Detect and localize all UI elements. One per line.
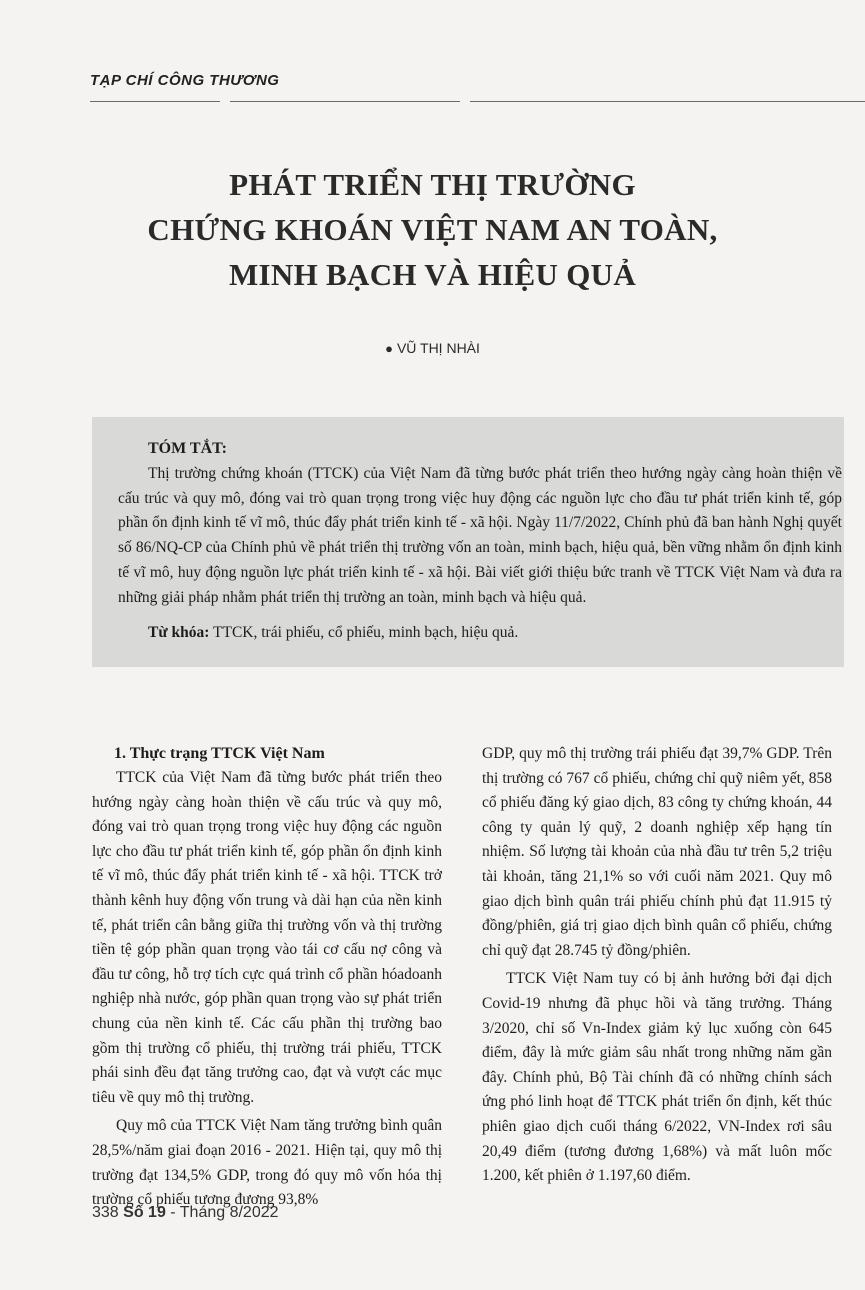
body-column-left: [92, 742, 442, 1217]
body-paragraph: GDP, quy mô thị trường trái phiếu đạt 39,7% GDP. Trên thị trường có 767 cổ phiếu, chứng chỉ quỹ niêm yết, 858 cổ phiếu đăng ký giao dịch, 83 công ty chứng khoán, 44 công ty quản lý quỹ, 2 doanh nghiệp xếp hạng tín nhiệm. Số lượng tài khoản của nhà đầu tư trên 5,2 triệu tài khoản, tăng 21,1% so với cuối năm 2021. Quy mô giao dịch bình quân trái phiếu chính phủ đạt 11.915 tỷ đồng/phiên, giá trị giao dịch bình quân cổ phiếu, chứng chỉ quỹ đạt 28.745 tỷ đồng/phiên.: [482, 745, 832, 959]
issue-date: - Tháng 8/2022: [165, 1204, 279, 1221]
abstract-text: Thị trường chứng khoán (TTCK) của Việt Nam đã từng bước phát triển theo hướng ngày càng hoàn thiện về cấu trúc và quy mô, đóng vai trò quan trọng trong việc huy động các nguồn lực cho đầu tư phát triển kinh tế, góp phần ổn định kinh tế vĩ mô, thúc đẩy phát triển kinh tế - xã hội. Ngày 11/7/2022, Chính phủ đã ban hành Nghị quyết số 86/NQ-CP của Chính phủ về phát triển thị trường vốn an toàn, minh bạch, hiệu quả, bền vững nhằm ổn định kinh tế vĩ mô, huy động nguồn lực phát triển kinh tế - xã hội. Bài viết giới thiệu bức tranh về TTCK Việt Nam và đưa ra những giải pháp nhằm phát triển thị trường an toàn, minh bạch và hiệu quả.: [118, 465, 842, 606]
header-rule-left: [90, 101, 220, 102]
header-rule-right: [470, 101, 865, 102]
section-heading: 1. Thực trạng TTCK Việt Nam: [114, 745, 325, 762]
title-line-2: CHỨNG KHOÁN VIỆT NAM AN TOÀN,: [147, 212, 718, 247]
title-line-3: MINH BẠCH VÀ HIỆU QUẢ: [228, 257, 637, 292]
title-line-1: PHÁT TRIỂN THỊ TRƯỜNG: [229, 167, 636, 202]
author-name: VŨ THỊ NHÀI: [396, 340, 480, 356]
body-column-right: [482, 742, 832, 1193]
body-paragraph: Quy mô của TTCK Việt Nam tăng trưởng bình quân 28,5%/năm giai đoạn 2016 - 2021. Hiện tại, quy mô thị trường đạt 134,5% GDP, trong đó quy mô vốn hóa thị trường cổ phiếu tương đương 93,8%: [92, 1117, 442, 1209]
keywords-text: TTCK, trái phiếu, cổ phiếu, minh bạch, hiệu quả.: [209, 624, 519, 641]
author-line: [0, 340, 865, 356]
page-number: 338: [92, 1204, 119, 1221]
keywords-line: [148, 624, 518, 642]
bullet-icon: ●: [385, 341, 393, 356]
body-paragraph: TTCK của Việt Nam đã từng bước phát triển theo hướng ngày càng hoàn thiện về cấu trúc và quy mô, đóng vai trò quan trọng trong việc huy động các nguồn lực cho đầu tư phát triển kinh tế, góp phần ổn định kinh tế vĩ mô, thúc đẩy phát triển kinh tế - xã hội. TTCK trở thành kênh huy động vốn trung và dài hạn của nền kinh tế, phát triển cân bằng giữa thị trường vốn và thị trường tiền tệ góp phần quan trọng vào tái cơ cấu nợ công và đầu tư công, hỗ trợ tích cực quá trình cổ phần hóadoanh nghiệp nhà nước, góp phần quan trọng vào sự phát triển chung của nền kinh tế. Các cấu phần thị trường bao gồm thị trường cổ phiếu, thị trường trái phiếu, TTCK phái sinh đều đạt tăng trưởng cao, đạt và vượt các mục tiêu về quy mô thị trường.: [92, 769, 442, 1106]
page-footer: [92, 1204, 279, 1222]
body-paragraph: TTCK Việt Nam tuy có bị ảnh hưởng bởi đại dịch Covid-19 nhưng đã phục hồi và tăng trưởng. Tháng 3/2020, chỉ số Vn-Index giảm kỷ lục xuống còn 645 điểm, đây là mức giảm sâu nhất trong những năm gần đây. Chính phủ, Bộ Tài chính đã có những chính sách ứng phó linh hoạt để TTCK phát triển ổn định, kết thúc phiên giao dịch cuối tháng 6/2022, VN-Index rơi sâu 20,49 điểm (tương đương 1,68%) và mất luôn mốc 1.200, kết phiên ở 1.197,60 điểm.: [482, 970, 832, 1185]
article-title: [60, 162, 805, 297]
abstract-heading: TÓM TẮT:: [148, 440, 227, 457]
header-rule-middle: [230, 101, 460, 102]
keywords-label: Từ khóa:: [148, 624, 210, 641]
issue-number: Số 19: [123, 1204, 166, 1221]
journal-header: TẠP CHÍ CÔNG THƯƠNG: [90, 72, 280, 89]
